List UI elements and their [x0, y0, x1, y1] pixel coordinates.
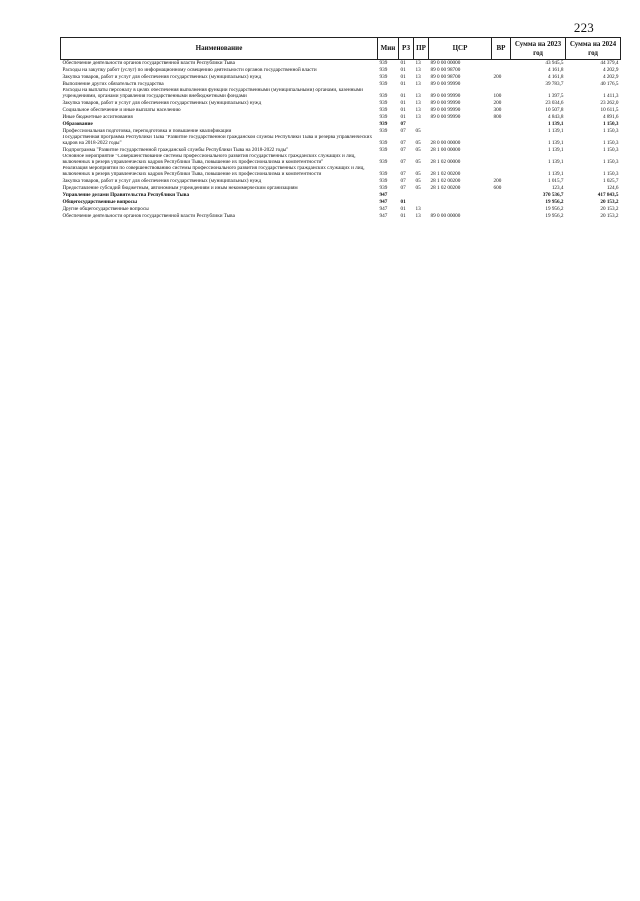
table-row — [61, 121, 621, 128]
cell-sum-2023: 4 843,8 — [547, 113, 564, 120]
table-row — [61, 206, 621, 213]
cell-csr: 89 0 00 99990 — [430, 106, 461, 113]
cell-name: Общегосударственные вопросы — [62, 198, 137, 205]
cell-pr: 13 — [415, 212, 421, 219]
cell-name: Расходы на выплаты персоналу в целях обеспечения выполнения функций государственными (муниципальными) органами, казенными учреждениями, органами управления государственными внебюджетными фондами — [62, 88, 363, 99]
cell-sum-2024: 4 202,9 — [602, 74, 619, 81]
cell-rz: 07 — [400, 127, 406, 134]
table-row — [61, 67, 621, 74]
cell-name: Другие общегосударственные вопросы — [62, 205, 149, 212]
cell-min: 939 — [379, 158, 388, 165]
cell-sum-2023: 23 034,6 — [545, 99, 564, 106]
table-row — [61, 192, 621, 199]
table-row — [61, 147, 621, 154]
cell-sum-2024: 20 153,2 — [600, 205, 619, 212]
cell-sum-2023: 1 139,1 — [547, 170, 564, 177]
header-csr: ЦСР — [429, 38, 492, 60]
cell-sum-2023: 1 139,1 — [547, 158, 564, 165]
cell-sum-2024: 1 150,3 — [602, 139, 619, 146]
cell-csr: 89 0 00 99990 — [430, 92, 461, 99]
cell-rz — [399, 192, 414, 199]
cell-sum-2024: 23 262,0 — [600, 99, 619, 106]
cell-sum-2023: 1 139,1 — [547, 127, 564, 134]
cell-vr: 600 — [493, 184, 502, 191]
budget-table — [60, 37, 621, 220]
cell-sum-2024: 40 176,5 — [600, 81, 619, 88]
cell-pr: 13 — [415, 99, 421, 106]
cell-min: 939 — [379, 92, 388, 99]
cell-vr — [492, 147, 511, 154]
cell-rz: 01 — [400, 113, 406, 120]
cell-sum-2024: 124,6 — [606, 184, 619, 191]
table-row — [61, 74, 621, 81]
cell-pr: 13 — [415, 74, 421, 81]
page-number: 223 — [573, 20, 594, 35]
cell-csr — [429, 199, 492, 206]
header-sum-2023: Сумма на 2023 год — [511, 38, 566, 60]
cell-min: 939 — [379, 113, 388, 120]
cell-rz: 07 — [400, 158, 406, 165]
cell-name: Закупка товаров, работ и услуг для обеспечения государственных (муниципальных) нужд — [62, 99, 262, 106]
cell-name: Государственная программа Республики Тыва "Развитие государственной гражданской службы Республики Тыва и резерва управленческих кадров на 2018-2022 годы" — [62, 134, 373, 146]
cell-csr: 28 1 02 00200 — [430, 184, 461, 191]
cell-csr: 89 0 00 99990 — [430, 81, 461, 88]
cell-sum-2024: 1 150,3 — [602, 170, 619, 177]
cell-name: Обеспечение деятельности органов государственной власти Республики Тыва — [62, 212, 235, 219]
cell-min: 939 — [379, 99, 388, 106]
cell-vr — [492, 213, 511, 220]
cell-pr: 05 — [415, 146, 421, 153]
cell-rz: 01 — [400, 212, 406, 219]
cell-sum-2024: 417 843,5 — [597, 191, 619, 198]
cell-sum-2024: 20 153,2 — [600, 212, 619, 219]
cell-min: 939 — [379, 146, 388, 153]
cell-sum-2024: 1 150,3 — [602, 158, 619, 165]
cell-vr — [492, 60, 511, 68]
table-row — [61, 135, 621, 147]
cell-rz: 01 — [400, 81, 406, 88]
cell-pr — [414, 121, 429, 128]
cell-vr — [492, 154, 511, 166]
cell-vr: 300 — [493, 106, 502, 113]
cell-name: Образование — [62, 120, 93, 127]
cell-min: 939 — [379, 127, 388, 134]
table-row — [61, 81, 621, 88]
cell-rz: 07 — [400, 139, 406, 146]
table-row — [61, 107, 621, 114]
cell-sum-2023: 1 397,5 — [547, 92, 564, 99]
cell-csr — [429, 121, 492, 128]
cell-sum-2024: 1 150,3 — [602, 146, 619, 153]
cell-name: Профессиональная подготовка, переподготовка и повышение квалификации — [62, 127, 232, 134]
cell-pr: 13 — [415, 67, 421, 74]
cell-vr — [492, 121, 511, 128]
cell-sum-2023: 370 536,7 — [542, 191, 564, 198]
cell-sum-2023: 1 139,1 — [547, 139, 564, 146]
header-name: Наименование — [61, 38, 378, 60]
cell-pr: 05 — [415, 139, 421, 146]
table-row — [61, 114, 621, 121]
table-row — [61, 213, 621, 220]
cell-rz: 07 — [400, 120, 406, 127]
table-row — [61, 185, 621, 192]
cell-csr: 89 0 00 00000 — [430, 212, 461, 219]
cell-vr: 100 — [493, 92, 502, 99]
cell-sum-2023: 39 783,7 — [545, 81, 564, 88]
cell-sum-2023: 1 015,7 — [547, 177, 564, 184]
cell-sum-2023: 1 139,1 — [547, 120, 564, 127]
cell-sum-2023: 123,4 — [551, 184, 564, 191]
cell-sum-2024: 1 025,7 — [602, 177, 619, 184]
cell-min: 939 — [379, 67, 388, 74]
cell-name: Подпрограмма "Развитие государственной гражданской службы Республики Тыва на 2018-2022 годы" — [62, 146, 289, 153]
cell-min: 939 — [379, 120, 388, 127]
cell-pr: 13 — [415, 92, 421, 99]
cell-vr: 200 — [493, 177, 502, 184]
header-rz: РЗ — [399, 38, 414, 60]
cell-sum-2023: 19 956,2 — [545, 205, 564, 212]
cell-sum-2024: 4 891,6 — [602, 113, 619, 120]
cell-pr: 13 — [415, 205, 421, 212]
header-min: Мин — [378, 38, 399, 60]
cell-rz: 01 — [400, 92, 406, 99]
cell-vr: 200 — [493, 99, 502, 106]
cell-sum-2023: 4 161,8 — [547, 67, 564, 74]
cell-sum-2023: 43 945,5 — [545, 60, 564, 67]
cell-sum-2024: 1 150,3 — [602, 120, 619, 127]
cell-csr: 89 0 00 98700 — [430, 74, 461, 81]
cell-sum-2023: 1 139,1 — [547, 146, 564, 153]
cell-name: Предоставление субсидий бюджетным, автономным учреждениям и иным некоммерческим организациям — [62, 184, 298, 191]
cell-pr: 05 — [415, 177, 421, 184]
cell-min: 939 — [379, 177, 388, 184]
cell-sum-2024: 20 153,2 — [600, 198, 619, 205]
cell-sum-2024: 10 611,5 — [600, 106, 619, 113]
cell-rz: 07 — [400, 170, 406, 177]
cell-name: Основное мероприятие "Совершенствование системы профессионального развития государственных гражданских служащих и лиц, включенных в резерв управленческих кадров Республики Тыва, повышение их профессионализма и компетентности" — [62, 153, 356, 165]
cell-pr: 05 — [415, 170, 421, 177]
cell-min: 939 — [379, 184, 388, 191]
cell-rz: 01 — [400, 106, 406, 113]
cell-name: Иные бюджетные ассигнования — [62, 113, 133, 120]
header-vr: ВР — [492, 38, 511, 60]
table-row — [61, 199, 621, 206]
cell-vr — [492, 206, 511, 213]
cell-pr: 05 — [415, 127, 421, 134]
cell-sum-2023: 19 956,2 — [545, 198, 564, 205]
cell-pr: 13 — [415, 60, 421, 67]
cell-name: Закупка товаров, работ и услуг для обеспечения государственных (муниципальных) нужд — [62, 177, 262, 184]
cell-min: 939 — [379, 81, 388, 88]
table-row — [61, 100, 621, 107]
table-row — [61, 128, 621, 135]
cell-min: 939 — [379, 106, 388, 113]
cell-sum-2023: 4 161,8 — [547, 74, 564, 81]
cell-vr — [492, 81, 511, 88]
table-row — [61, 88, 621, 100]
cell-min: 947 — [379, 198, 388, 205]
table-row — [61, 166, 621, 178]
cell-rz: 01 — [400, 60, 406, 67]
cell-rz: 01 — [400, 67, 406, 74]
cell-rz: 07 — [400, 146, 406, 153]
cell-csr: 28 1 02 00200 — [430, 170, 461, 177]
cell-min: 939 — [379, 60, 388, 67]
cell-min: 947 — [379, 212, 388, 219]
table-header-row — [61, 38, 621, 60]
cell-pr: 13 — [415, 81, 421, 88]
cell-vr — [492, 199, 511, 206]
cell-sum-2024: 4 202,9 — [602, 67, 619, 74]
cell-rz: 07 — [400, 177, 406, 184]
cell-vr — [492, 166, 511, 178]
cell-rz: 01 — [400, 99, 406, 106]
cell-pr: 13 — [415, 113, 421, 120]
cell-vr — [492, 192, 511, 199]
cell-csr — [429, 206, 492, 213]
cell-csr: 28 0 00 00000 — [430, 139, 461, 146]
table-row — [61, 178, 621, 185]
cell-csr: 28 1 00 00000 — [430, 146, 461, 153]
cell-csr: 28 1 02 00000 — [430, 158, 461, 165]
cell-csr — [429, 192, 492, 199]
cell-pr — [414, 199, 429, 206]
cell-rz: 01 — [400, 205, 406, 212]
cell-vr — [492, 135, 511, 147]
cell-sum-2024: 1 411,3 — [603, 92, 619, 99]
cell-name: Расходы на закупку работ (услуг) по информационному освещению деятельности органов государственной власти — [62, 67, 317, 74]
header-pr: ПР — [414, 38, 429, 60]
cell-sum-2023: 10 507,8 — [545, 106, 564, 113]
header-sum-2024: Сумма на 2024 год — [566, 38, 621, 60]
table-row — [61, 154, 621, 166]
cell-min: 939 — [379, 74, 388, 81]
cell-vr: 800 — [493, 113, 502, 120]
cell-pr: 05 — [415, 158, 421, 165]
cell-pr — [414, 192, 429, 199]
cell-rz: 01 — [400, 198, 406, 205]
cell-rz: 01 — [400, 74, 406, 81]
cell-pr: 13 — [415, 106, 421, 113]
cell-vr: 200 — [493, 74, 502, 81]
cell-vr — [492, 67, 511, 74]
cell-rz: 07 — [400, 184, 406, 191]
cell-pr: 05 — [415, 184, 421, 191]
cell-csr: 89 0 00 99990 — [430, 99, 461, 106]
cell-name: Закупка товаров, работ и услуг для обеспечения государственных (муниципальных) нужд — [62, 74, 262, 81]
cell-csr: 89 0 00 99990 — [430, 113, 461, 120]
cell-sum-2023: 19 956,2 — [545, 212, 564, 219]
table-row — [61, 60, 621, 68]
cell-min: 947 — [379, 191, 388, 198]
cell-name: Управление делами Правительства Республики Тыва — [62, 191, 190, 198]
cell-name: Выполнение других обязательств государства — [62, 81, 164, 88]
cell-csr: 89 0 00 98700 — [430, 67, 461, 74]
cell-name: Социальное обеспечение и иные выплаты населению — [62, 106, 181, 113]
cell-name: Обеспечение деятельности органов государственной власти Республики Тыва — [62, 60, 235, 67]
cell-vr — [492, 128, 511, 135]
cell-min: 939 — [379, 139, 388, 146]
cell-sum-2024: 44 379,4 — [600, 60, 619, 67]
cell-name: Реализация мероприятий по совершенствованию системы профессионального развития государственных гражданских служащих и лиц, включенных в резерв управленческих кадров Республики Тыва, повышение их профессионализма и компетентности — [62, 165, 365, 177]
cell-sum-2024: 1 150,3 — [602, 127, 619, 134]
cell-min: 947 — [379, 205, 388, 212]
cell-csr: 89 0 00 00000 — [430, 60, 461, 67]
cell-min: 939 — [379, 170, 388, 177]
cell-csr — [429, 128, 492, 135]
cell-csr: 28 1 02 00200 — [430, 177, 461, 184]
